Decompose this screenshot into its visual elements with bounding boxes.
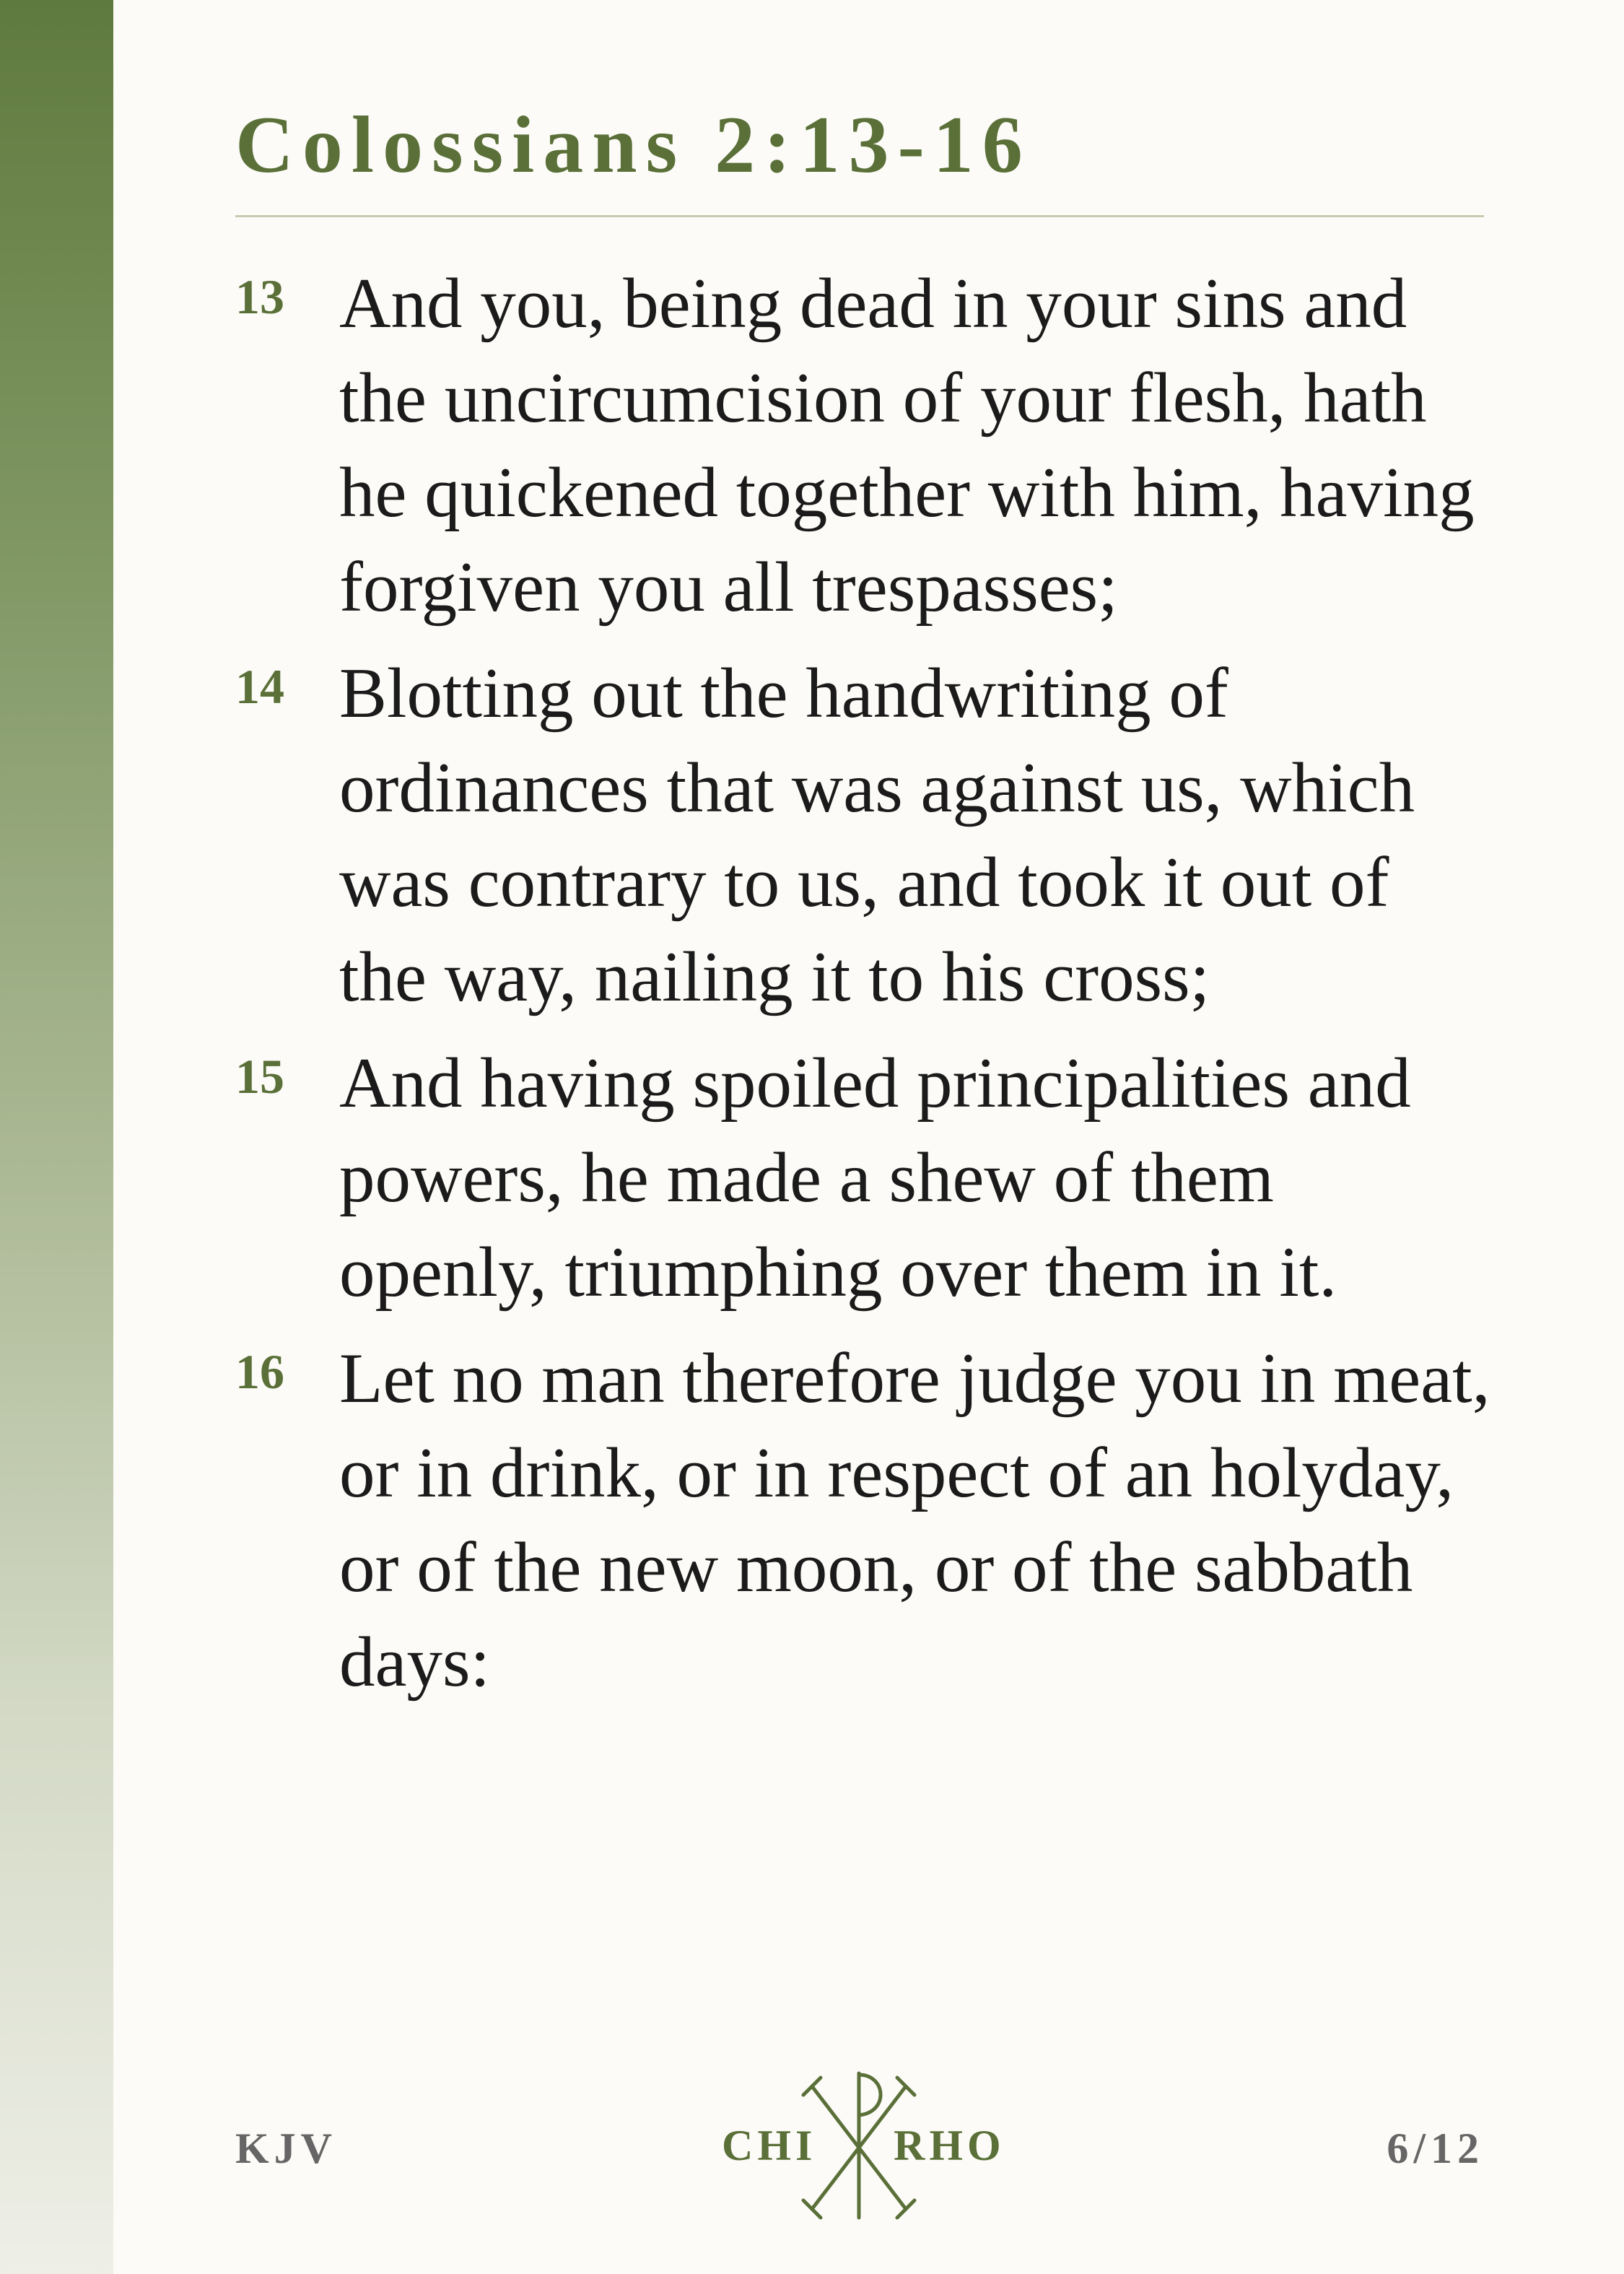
title-divider — [235, 215, 1484, 217]
bible-version-label: KJV — [235, 2125, 337, 2172]
verse-text: Blotting out the handwriting of ordinances that was against us, which was contrary to us, and took it out of the way, nailing it to his cross; — [339, 654, 1415, 1016]
chi-rho-symbol-icon — [722, 2065, 1025, 2223]
verse-number: 13 — [235, 269, 284, 324]
verse-16 — [235, 1331, 1491, 1709]
verse-15 — [235, 1036, 1491, 1320]
verse-number: 16 — [235, 1344, 284, 1399]
verse-number: 14 — [235, 659, 284, 714]
verse-number: 15 — [235, 1049, 284, 1104]
verse-14 — [235, 646, 1491, 1024]
verse-list — [235, 256, 1491, 1721]
decorative-side-bar — [0, 0, 113, 2274]
verse-13 — [235, 256, 1491, 635]
chi-rho-logo — [722, 2065, 1025, 2223]
logo-text-left: CHI — [722, 2122, 817, 2169]
verse-text: And having spoiled principalities and powers, he made a shew of them openly, triumphing over them in it. — [339, 1044, 1411, 1312]
verse-text: And you, being dead in your sins and the uncircumcision of your flesh, hath he quickened together with him, having forgiven you all trespasses; — [339, 264, 1475, 627]
logo-text-right: RHO — [894, 2122, 1005, 2169]
page-number: 6/12 — [1387, 2125, 1484, 2172]
verse-text: Let no man therefore judge you in meat, or in drink, or in respect of an holyday, or of the new moon, or of the sabbath days: — [339, 1339, 1490, 1702]
page-title: Colossians 2:13-16 — [235, 100, 1031, 190]
